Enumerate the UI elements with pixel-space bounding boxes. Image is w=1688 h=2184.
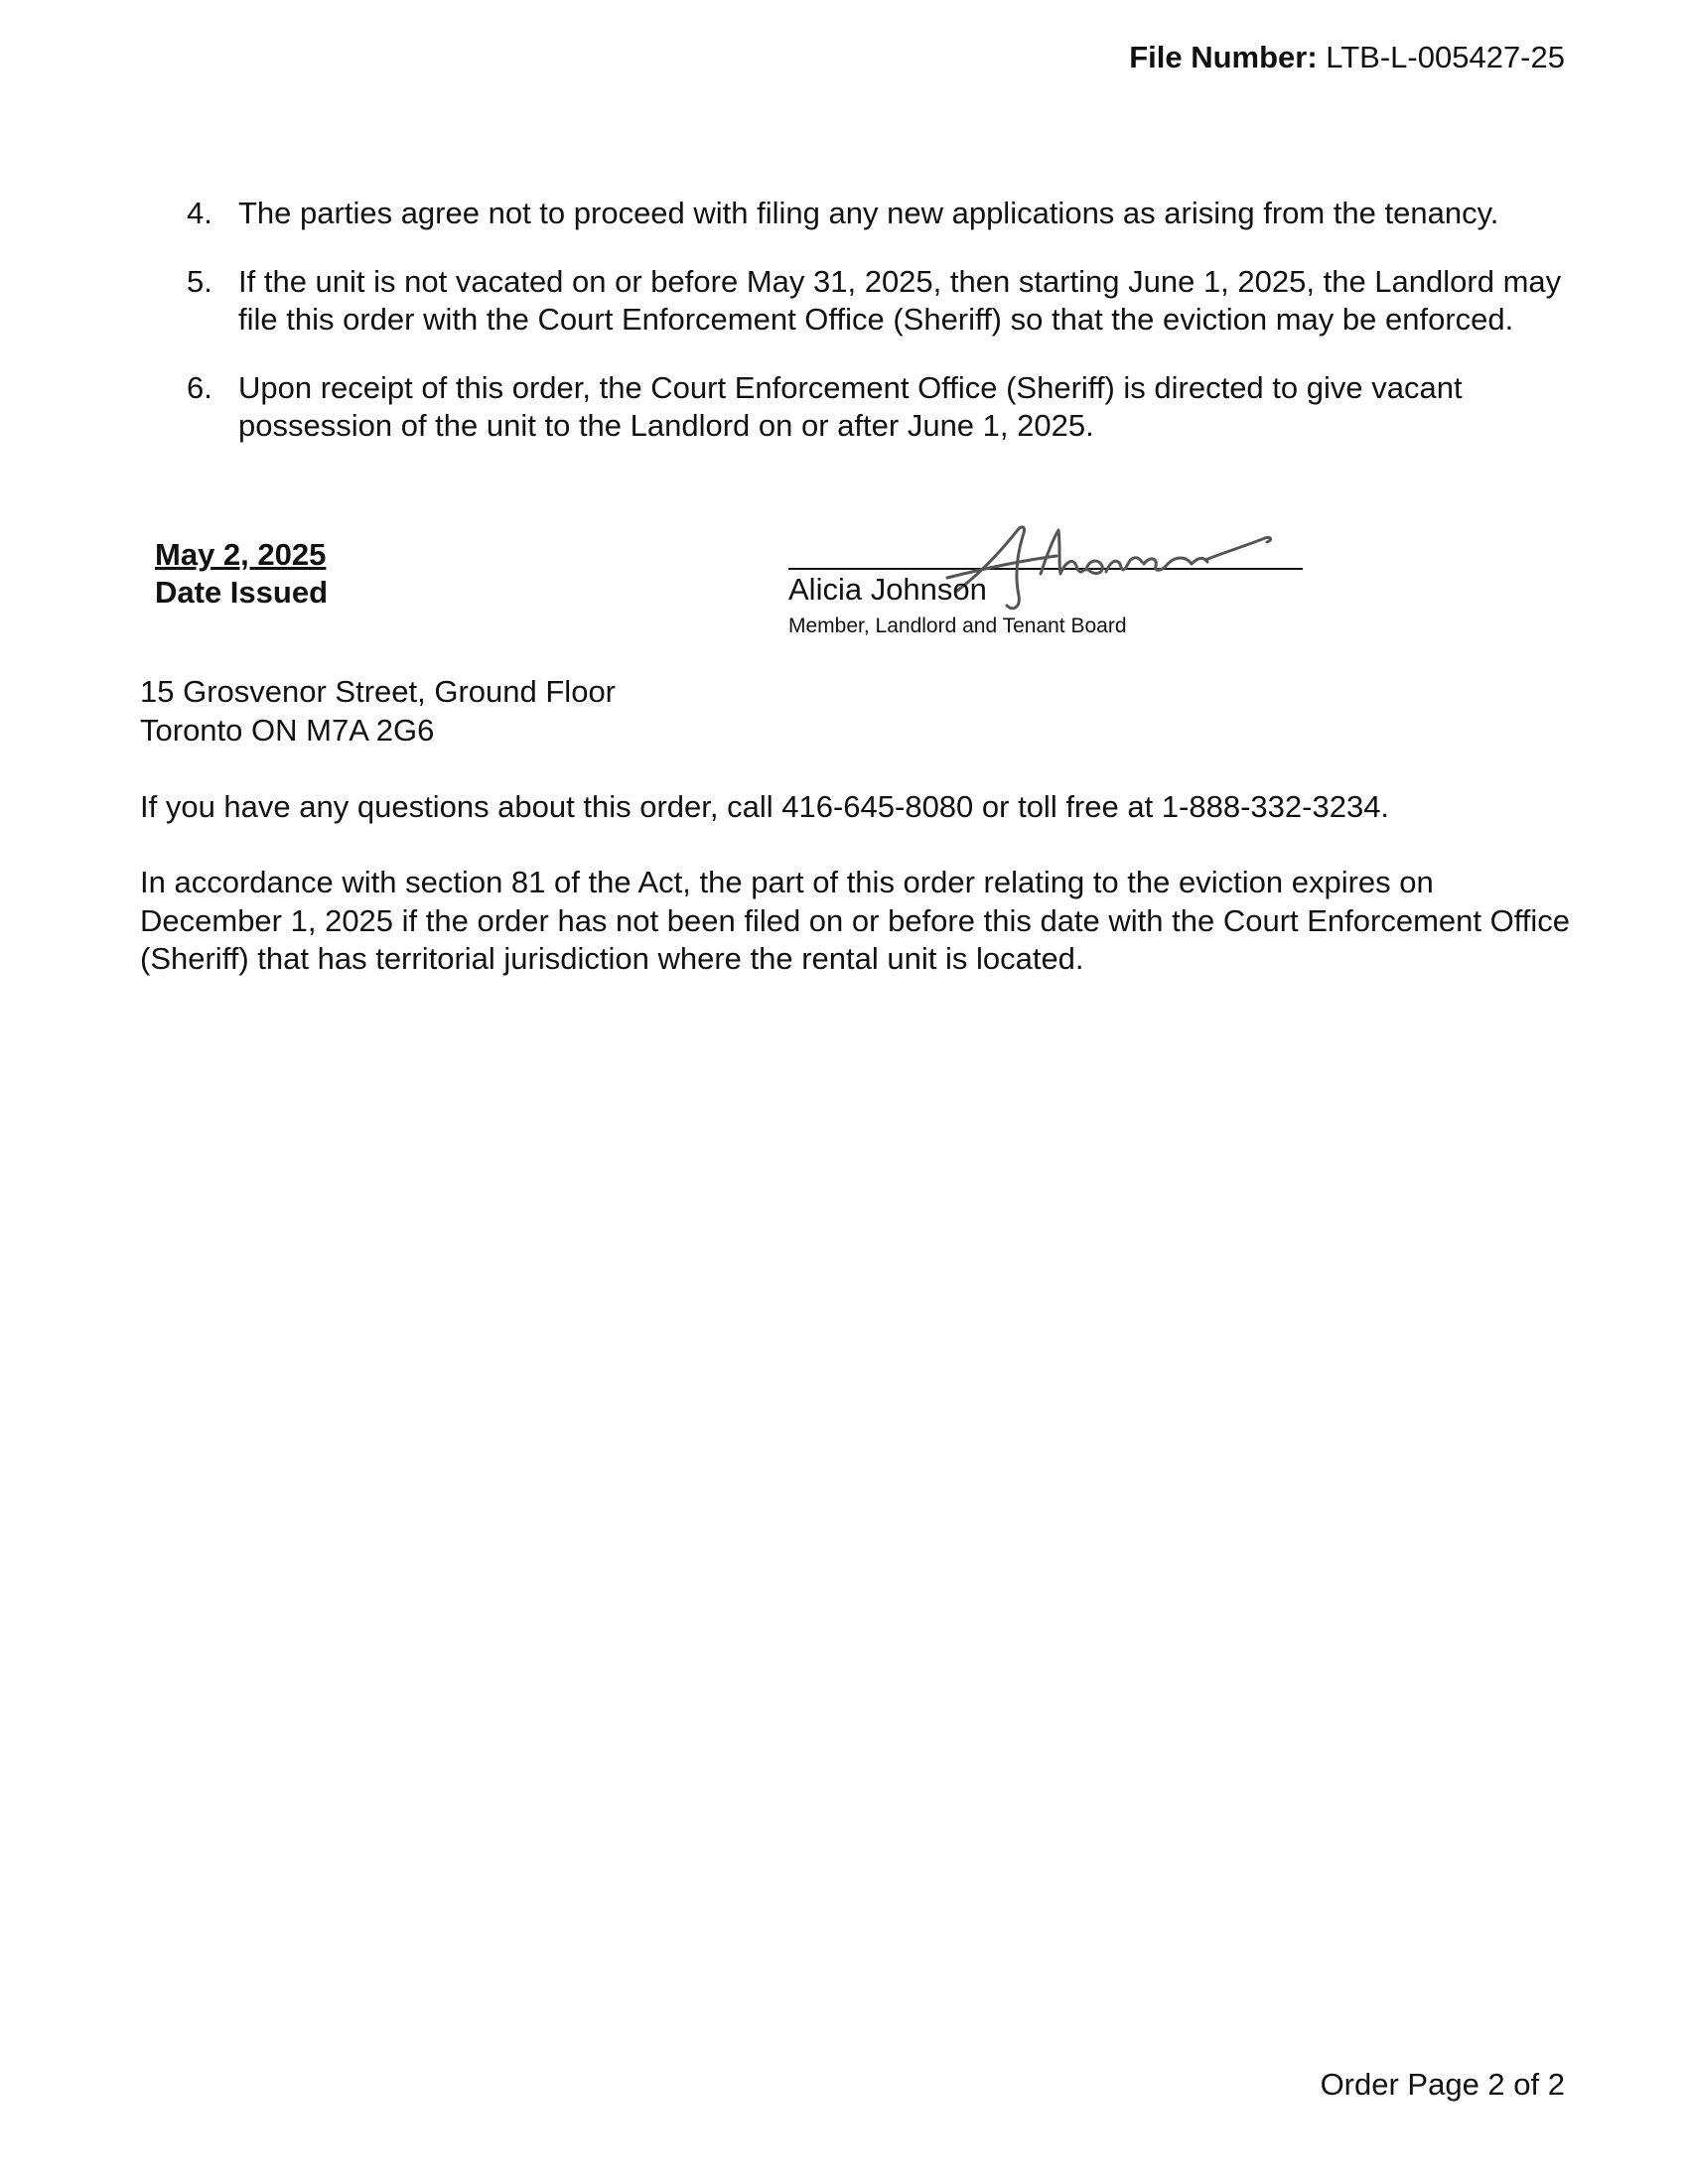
issue-date-block	[155, 536, 328, 612]
order-item-number: 4.	[187, 196, 212, 230]
order-item	[187, 263, 1577, 340]
order-item-number: 5.	[187, 263, 212, 299]
order-item-text: If the unit is not vacated on or before May 31, 2025, then starting June 1, 2025, the Landlord may file this order with the Court Enforcement Office (Sheriff) so that the eviction may be enforced.	[238, 263, 1562, 337]
signer-title: Member, Landlord and Tenant Board	[788, 614, 1127, 637]
order-item-text: The parties agree not to proceed with filing any new applications as arising from the tenancy.	[238, 196, 1499, 230]
handwritten-signature	[937, 516, 1275, 615]
order-list	[187, 195, 1577, 476]
file-number	[1129, 38, 1565, 77]
order-item-text: Upon receipt of this order, the Court Enforcement Office (Sheriff) is directed to give vacant possession of the unit to the Landlord on or after June 1, 2025.	[238, 369, 1463, 443]
file-number-label: File Number:	[1129, 40, 1318, 74]
expiry-paragraph: In accordance with section 81 of the Act, the part of this order relating to the eviction expires on December 1, 2025 if the order has not been filed on or before this date with the Court Enforcement Office (Sheriff) that has territorial jurisdiction where the rental unit is located.	[140, 865, 1571, 976]
page-number: Order Page 2 of 2	[1320, 2067, 1565, 2102]
signer-name: Alicia Johnson	[788, 572, 987, 607]
issue-date-label: Date Issued	[155, 575, 329, 610]
issue-date: May 2, 2025	[155, 537, 327, 572]
address-line-2: Toronto ON M7A 2G6	[140, 712, 435, 748]
address-line-1: 15 Grosvenor Street, Ground Floor	[140, 674, 617, 709]
board-address	[140, 673, 616, 750]
questions-paragraph: If you have any questions about this order, call 416-645-8080 or toll free at 1-888-332-3234.	[140, 789, 1390, 824]
order-item	[187, 369, 1577, 446]
order-item-number: 6.	[187, 369, 212, 405]
file-number-value: LTB-L-005427-25	[1326, 40, 1565, 74]
order-item	[187, 195, 1577, 233]
